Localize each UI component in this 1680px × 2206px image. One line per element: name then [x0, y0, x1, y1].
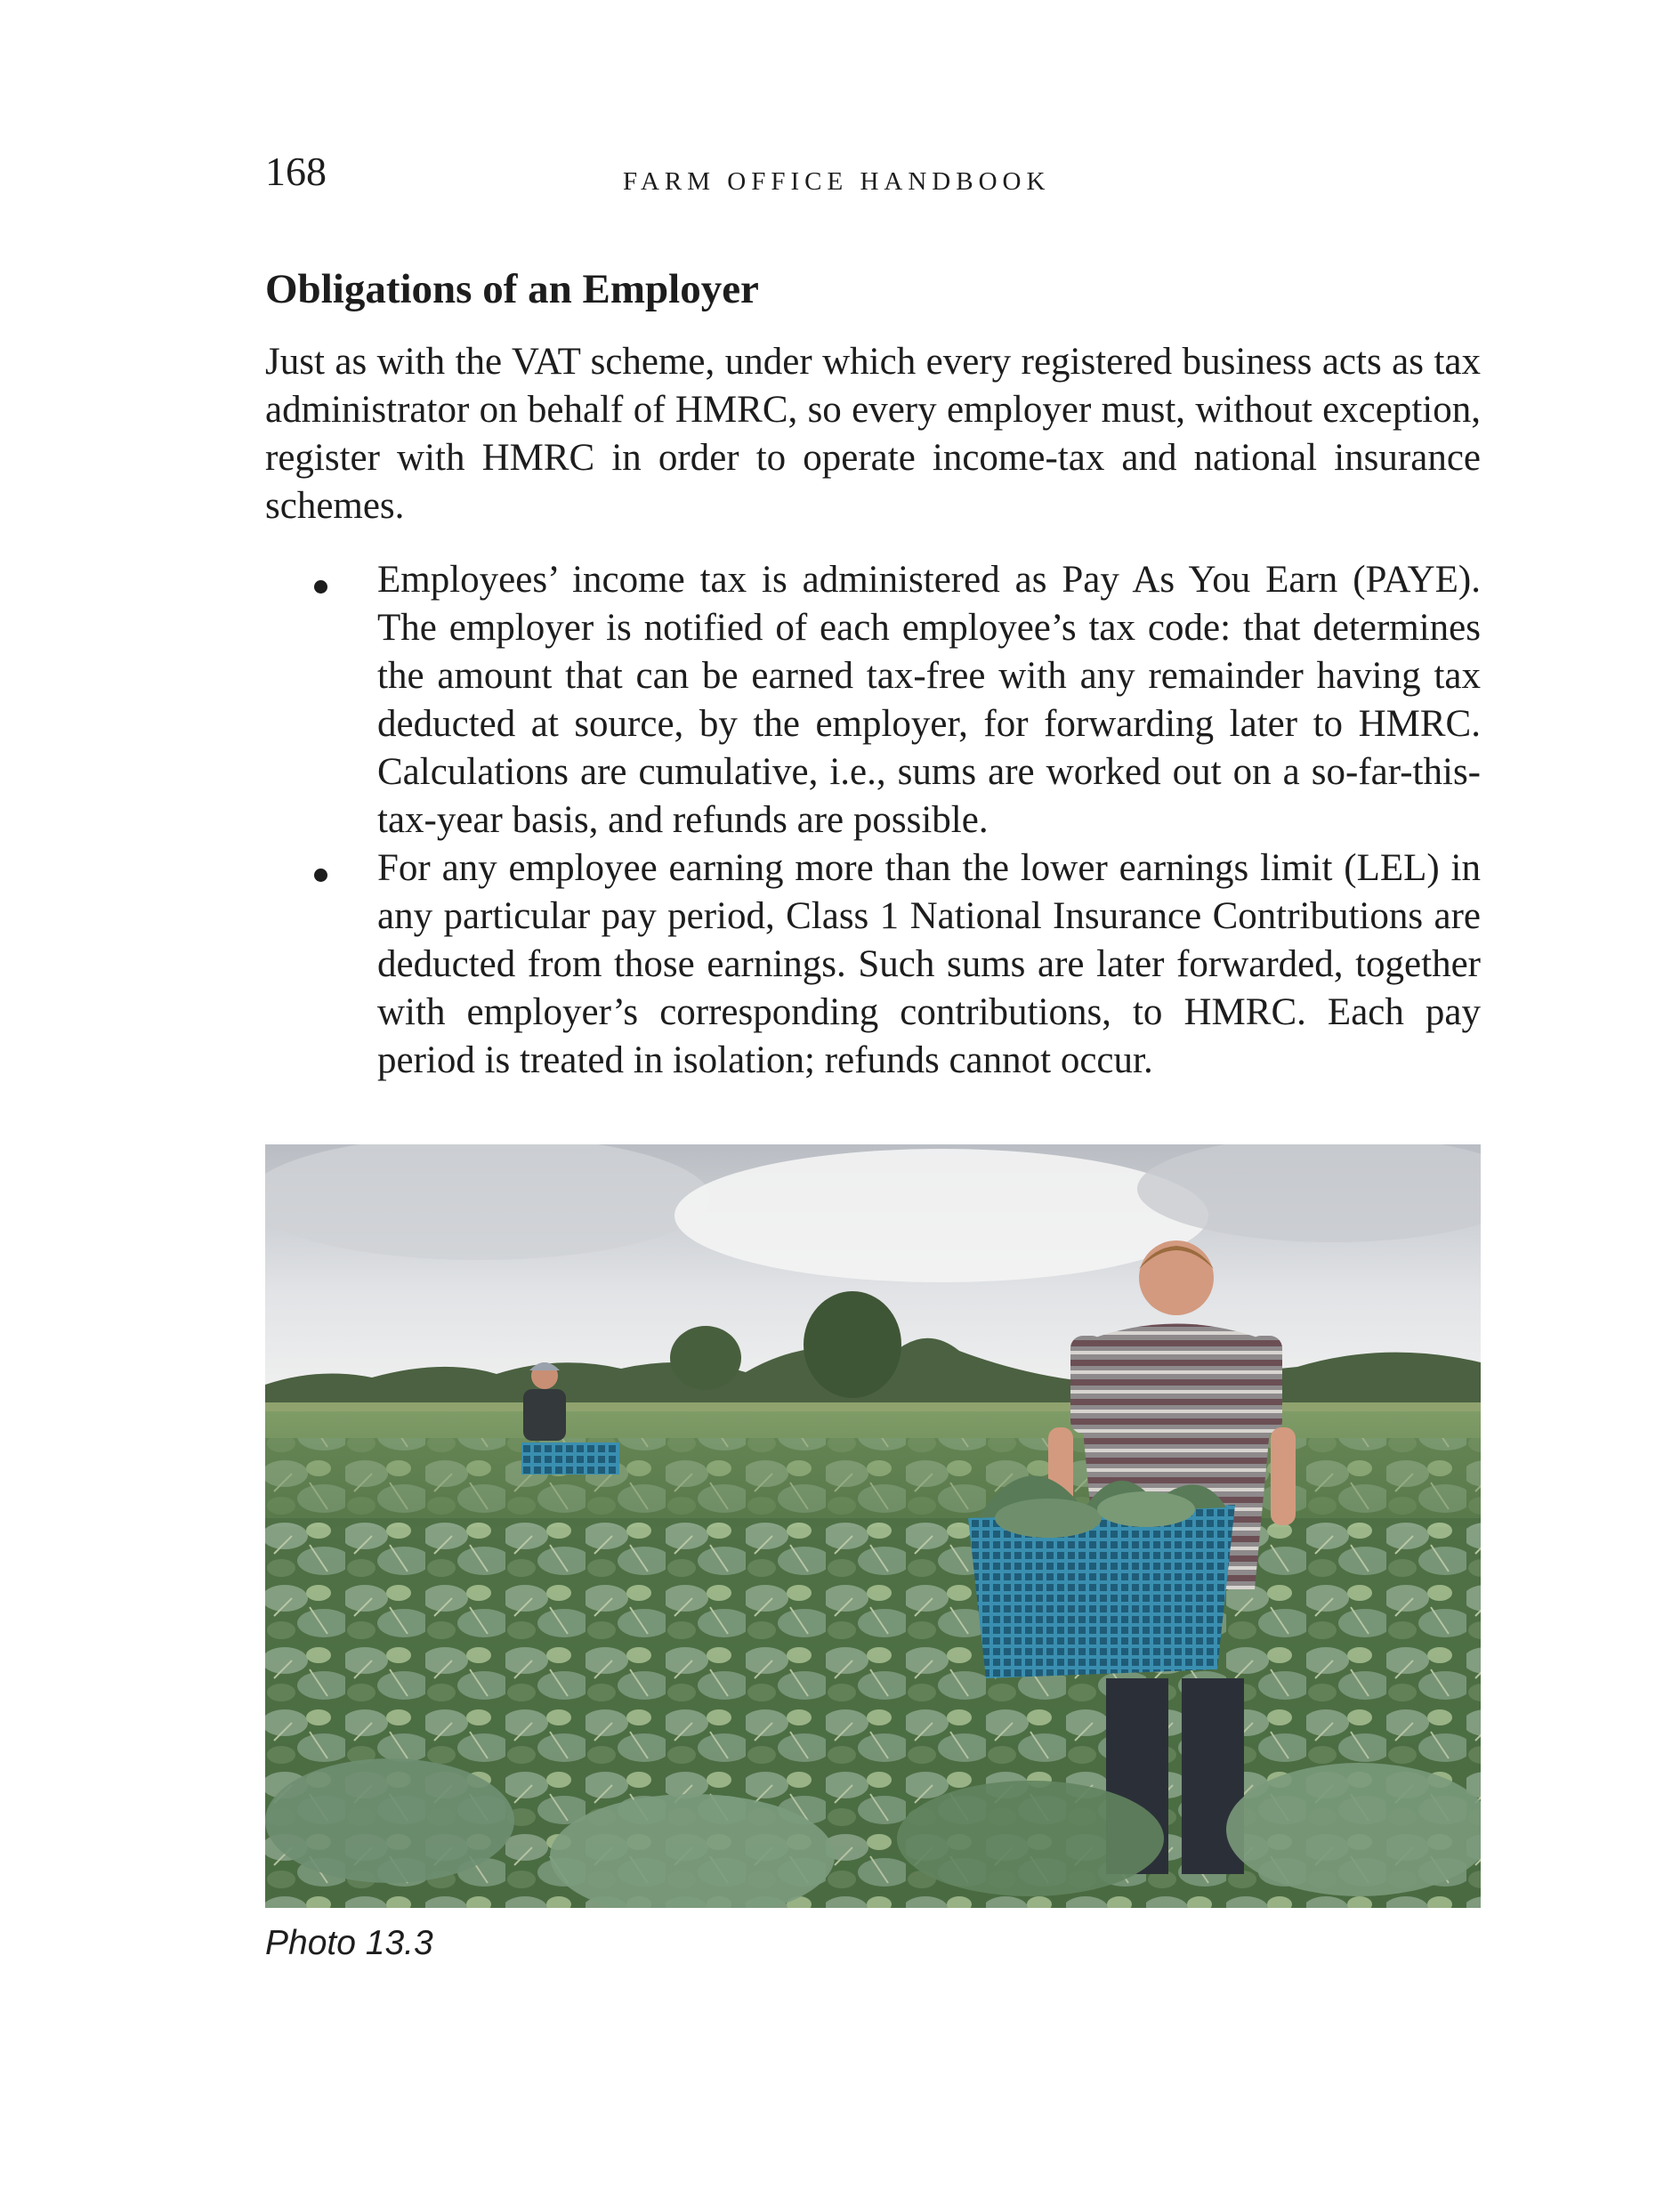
intro-paragraph: Just as with the VAT scheme, under which every registered business acts as tax administrator on behalf of HMRC, so every employer must, without exception, register with HMRC in order to operate income-tax and national insurance schemes.	[265, 341, 1481, 527]
bullet-list	[265, 556, 1481, 1085]
photo-caption: Photo 13.3	[265, 1924, 433, 1962]
list-item	[265, 556, 1481, 844]
field-workers-photo	[265, 1144, 1481, 1908]
list-item	[265, 844, 1481, 1085]
bullet-icon	[314, 869, 327, 882]
page-number: 168	[265, 149, 327, 194]
bullet-icon	[314, 580, 327, 594]
list-item-text: For any employee earning more than the lower earnings limit (LEL) in any particular pay period, Class 1 National Insurance Contributions are deducted from those earnings. Such sums are later forwarded, together with employer’s corresponding contributions, to HMRC. Each pay period is treated in isolation; refunds cannot occur.	[377, 847, 1481, 1081]
section-heading: Obligations of an Employer	[265, 266, 759, 312]
list-item-text: Employees’ income tax is administered as Pay As You Earn (PAYE). The employer is notified of each employee’s tax code: that determines the amount that can be earned tax-free with any remainder having tax deducted at source, by the employer, for forwarding later to HMRC. Calculations are cumulative, i.e., sums are worked out on a so-far-this-tax-year basis, and refunds are possible.	[377, 559, 1481, 841]
running-head: FARM OFFICE HANDBOOK	[623, 167, 1051, 196]
